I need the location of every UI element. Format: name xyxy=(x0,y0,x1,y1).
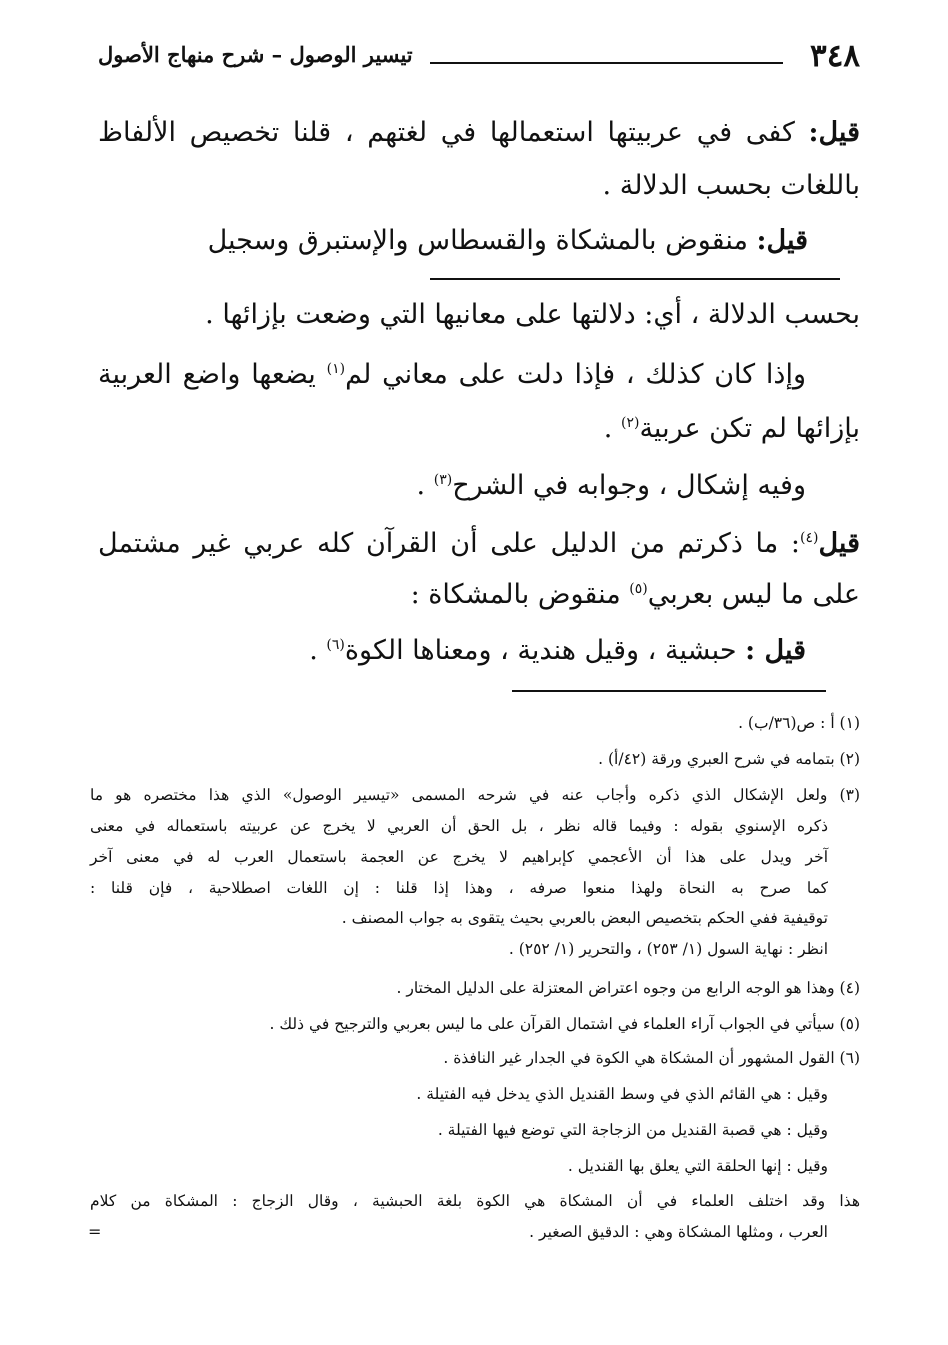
footnote-1: (١) أ : ص(٣٦/ب) . xyxy=(738,714,860,732)
qila-label: قيل: xyxy=(756,225,808,256)
commentary-p2-line2: بإزائها لم تكن عربية$^{(٢)}$ . xyxy=(603,413,860,444)
footnote-6-line2: وقيل : هي القائم الذي في وسط القنديل الذي يدخل فيه الفتيلة . xyxy=(416,1085,828,1103)
commentary-p5: قيل : حبشية ، وقيل هندية ، ومعناها الكوة$^{(٦)}$ . xyxy=(309,635,806,666)
page-number: ٣٤٨ xyxy=(810,38,860,74)
footnote-3-line1: (٣) ولعل الإشكال الذي ذكره وأجاب عنه في شرحه المسمى «تيسير الوصول» الذي هذا مختصره هو ما xyxy=(90,786,860,804)
footnote-separator xyxy=(512,690,826,692)
footnote-3-line3: آخر ويدل على هذا أن الأعجمي كإبراهيم لا يخرج عن العجمة باستعمال العرب له في معنى آخر xyxy=(90,848,828,866)
footnote-ref: (٢) xyxy=(620,415,640,431)
commentary-p2-line1: وإذا كان كذلك ، فإذا دلت على معاني لم$^{(١)}$ يضعها واضع العربية xyxy=(98,359,806,390)
qila-label: قيل : xyxy=(745,635,806,666)
footnote-3-line2: ذكره الإسنوي بقوله : وفيما قاله نظر ، بل الحق أن العربي لا يخرج عن عربيته باستعماله في معنى xyxy=(90,817,828,835)
footnote-3-line6: انظر : نهاية السول (١/ ٢٥٣) ، والتحرير (١/ ٢٥٢) . xyxy=(508,940,828,958)
footnote-5: (٥) سيأتي في الجواب آراء العلماء في اشتمال القرآن على ما ليس بعربي والترجيح في ذلك . xyxy=(269,1015,860,1033)
footnote-6-line4: وقيل : إنها الحلقة التي يعلق بها القنديل . xyxy=(567,1157,828,1175)
footnote-ref: (٥) xyxy=(629,581,648,597)
matn-line-1: قيل: كفى في عربيتها استعمالها في لغتهم ، قلنا تخصيص الألفاظ xyxy=(98,117,860,148)
commentary-p4-line2: على ما ليس بعربي$^{(٥)}$ منقوض بالمشكاة : xyxy=(410,579,860,610)
continuation-mark: = xyxy=(88,1222,102,1241)
footnote-6-line6: العرب ، ومثلها المشكاة وهي : الدقيق الصغير . xyxy=(529,1223,828,1241)
matn-line-2: باللغات بحسب الدلالة . xyxy=(602,170,860,201)
qila-label: قيل xyxy=(818,528,860,559)
footnote-6-line5: هذا وقد اختلف العلماء في أن المشكاة هي الكوة بلغة الحبشية ، وقال الزجاج : المشكاة من كلام xyxy=(90,1192,860,1210)
running-title: تيسير الوصول – شرح منهاج الأصول xyxy=(98,42,413,67)
header-rule xyxy=(430,62,783,64)
commentary-p4-line1: قيل$^{(٤)}$: ما ذكرتم من الدليل على أن القرآن كله عربي غير مشتمل xyxy=(98,528,860,559)
footnote-ref: (٤) xyxy=(800,530,819,546)
qila-label: قيل: xyxy=(808,117,860,148)
footnote-2: (٢) بتمامه في شرح العبري ورقة (٤٢/أ) . xyxy=(598,750,860,768)
footnote-4: (٤) وهذا هو الوجه الرابع من وجوه اعتراض المعتزلة على الدليل المختار . xyxy=(396,979,860,997)
footnote-3-line4: كما صرح به النحاة ولهذا منعوا صرفه ، وهذا إذا قلنا : إن اللغات اصطلاحية ، فإن قلنا : xyxy=(90,879,828,897)
commentary-p3: وفيه إشكال ، وجوابه في الشرح$^{(٣)}$ . xyxy=(416,470,806,501)
commentary-p1: بحسب الدلالة ، أي: دلالتها على معانيها التي وضعت بإزائها . xyxy=(205,299,860,330)
matn-line-3: قيل: منقوض بالمشكاة والقسطاس والإستبرق وسجيل xyxy=(207,225,808,256)
footnote-3-line5: توقيفية ففي الحكم بتخصيص البعض بالعربي بحيث يتقوى به جواب المصنف . xyxy=(341,909,828,927)
matn-separator xyxy=(430,278,840,280)
footnote-6-line1: (٦) القول المشهور أن المشكاة هي الكوة في الجدار غير النافذة . xyxy=(443,1049,860,1067)
footnote-ref: (١) xyxy=(326,361,346,377)
footnote-6-line3: وقيل : هي قصبة القنديل من الزجاجة التي توضع فيها الفتيلة . xyxy=(437,1121,828,1139)
footnote-ref: (٦) xyxy=(326,637,345,653)
footnote-ref: (٣) xyxy=(433,472,453,488)
